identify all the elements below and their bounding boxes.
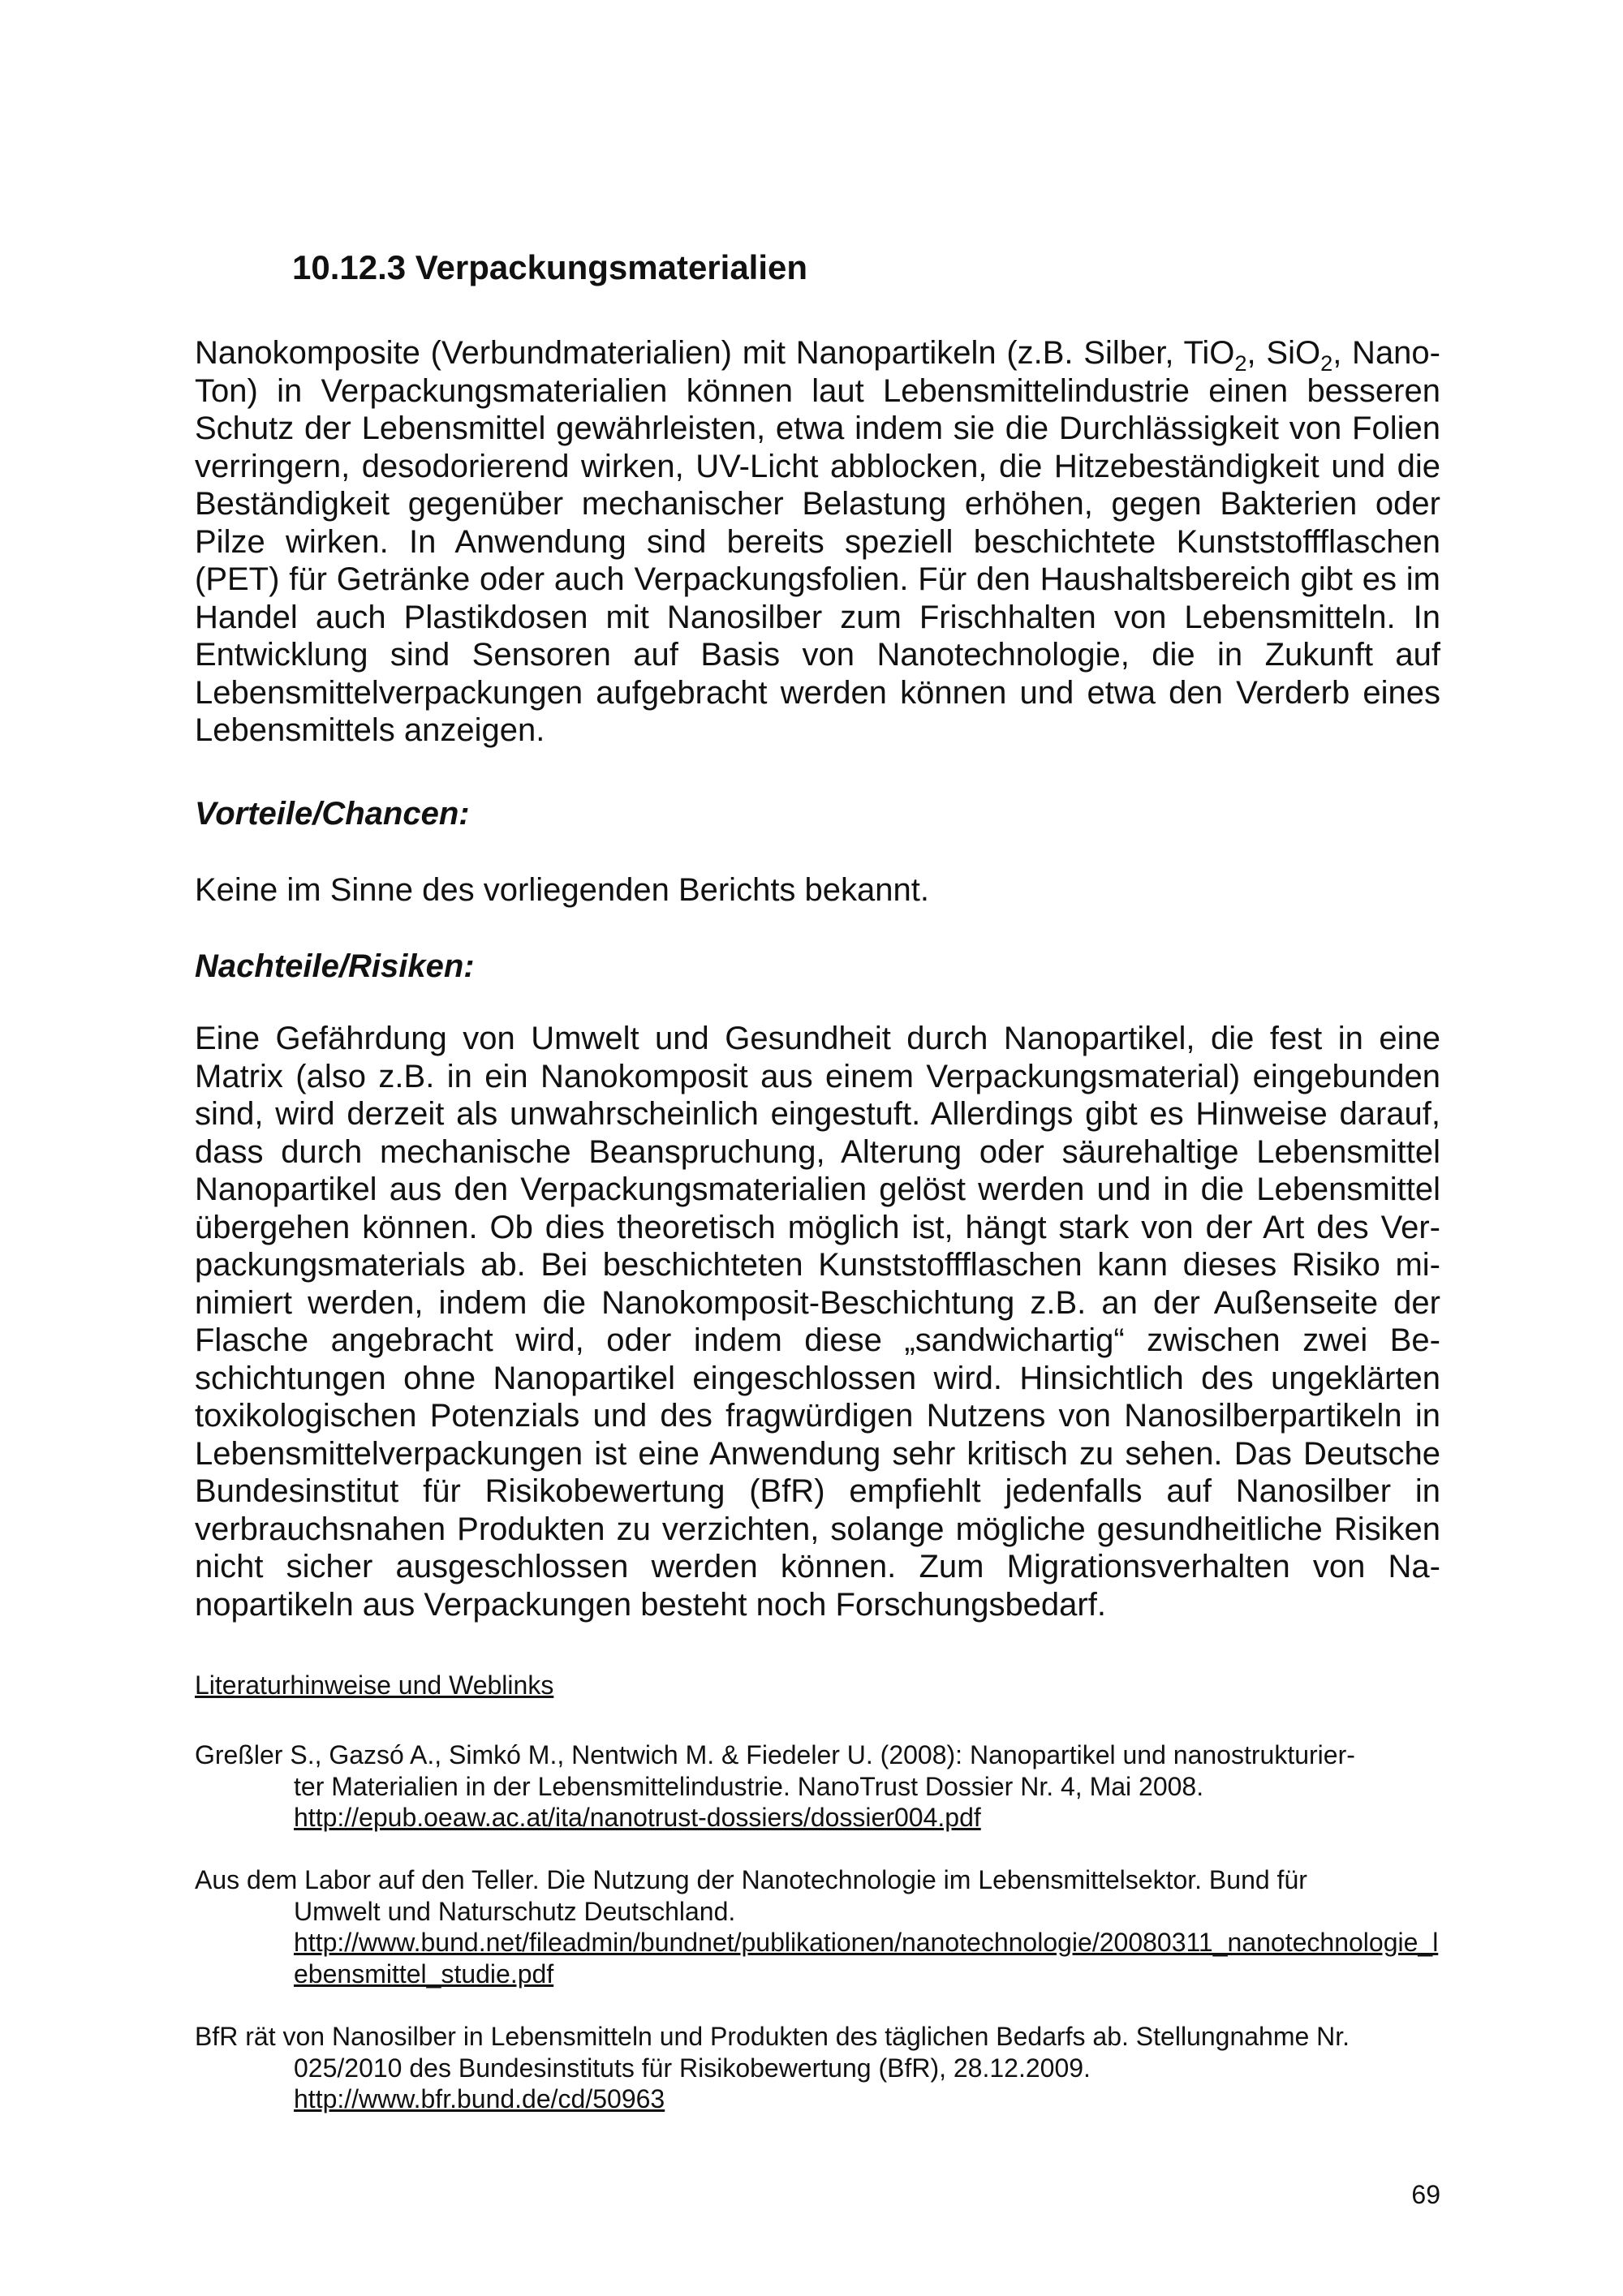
reference-item: [195, 2021, 1440, 2115]
reference-link[interactable]: http://www.bfr.bund.de/cd/50963: [294, 2084, 665, 2113]
reference-continuation: Umwelt und Naturschutz Deutschland.: [294, 1896, 736, 1926]
literature-heading: Literaturhinweise und Weblinks: [195, 1670, 554, 1700]
reference-link[interactable]: http://epub.oeaw.ac.at/ita/nanotrust-dossiers/dossier004.pdf: [294, 1803, 981, 1832]
reference-continuation: 025/2010 des Bundesinstituts für Risikobewertung (BfR), 28.12.2009.: [294, 2053, 1091, 2083]
intro-text-part-1: Nanokomposite (Verbundmaterialien) mit Nanopartikeln (z.B. Silber, TiO: [195, 335, 1235, 371]
disadvantages-heading: Nachteile/Risiken:: [195, 948, 475, 984]
reference-item: [195, 1739, 1440, 1834]
sio2-subscript: 2: [1320, 350, 1333, 376]
reference-first-line: Greßler S., Gazsó A., Simkó M., Nentwich M. & Fiedeler U. (2008): Nanopartikel und nanostrukturier-: [195, 1740, 1355, 1769]
reference-item: [195, 1864, 1440, 1989]
intro-text-part-2: , SiO: [1246, 335, 1321, 371]
intro-paragraph: [195, 334, 1440, 750]
tio2-subscript: 2: [1234, 350, 1247, 376]
disadvantages-paragraph: Eine Gefährdung von Umwelt und Gesundheit durch Nanopartikel, die fest in eine Matrix (also z.B. in ein Nanokomposit aus einem Verpackungsmaterial) eingebunden sind, wird derzeit als unwahrscheinlich eingestuft. Allerdings gibt es Hinweise darauf, dass durch mechanische Beanspruchung, Alterung oder säurehaltige Lebensmittel Nanopartikel aus den Verpackungsmaterialien gelöst werden und in die Lebensmittel übergehen können. Ob dies theoretisch möglich ist, hängt stark von der Art des Verpackungsmaterials ab. Bei beschichteten Kunststoffflaschen kann dieses Risiko minimiert werden, indem die Nanokomposit-Beschichtung z.B. an der Außenseite der Flasche angebracht wird, oder indem diese „sandwichartig“ zwischen zwei Beschichtungen ohne Nanopartikel eingeschlossen wird. Hinsichtlich des ungeklärten toxikologischen Potenzials und des fragwürdigen Nutzens von Nanosilberpartikeln in Lebensmittelverpackungen ist eine Anwendung sehr kritisch zu sehen. Das Deutsche Bundesinstitut für Risikobewertung (BfR) empfiehlt jedenfalls auf Nanosilber in verbrauchsnahen Produkten zu verzichten, solange mögliche gesundheitliche Risiken nicht sicher ausgeschlossen werden können. Zum Migrationsverhalten von Nanopartikeln aus Verpackungen besteht noch Forschungsbedarf.: [195, 1021, 1440, 1623]
reference-link[interactable]: http://www.bund.net/fileadmin/bundnet/publikationen/nanotechnologie/20080311_nanotechnologie_lebensmittel_studie.pdf: [294, 1928, 1439, 1989]
reference-continuation: ter Materialien in der Lebensmittelindustrie. NanoTrust Dossier Nr. 4, Mai 2008.: [294, 1771, 1204, 1801]
advantages-heading: Vorteile/Chancen:: [195, 796, 470, 832]
reference-first-line: BfR rät von Nanosilber in Lebensmitteln und Produkten des täglichen Bedarfs ab. Stellungnahme Nr.: [195, 2022, 1350, 2051]
intro-text-part-3: , Nano-Ton) in Verpackungsmaterialien können laut Lebensmittelindustrie einen besseren Schutz der Lebensmittel gewährleisten, etwa indem sie die Durchlässigkeit von Folien verringern, desodorierend wirken, UV-Licht abblocken, die Hitzebeständigkeit und die Beständigkeit gegenüber mechanischer Belastung erhöhen, gegen Bakterien oder Pilze wirken. In Anwendung sind bereits speziell beschichtete Kunststoffflaschen (PET) für Getränke oder auch Verpackungsfolien. Für den Haushaltsbereich gibt es im Handel auch Plastikdosen mit Nanosilber zum Frischhalten von Lebensmitteln. In Entwicklung sind Sensoren auf Basis von Nanotechnologie, die in Zukunft auf Lebensmittelverpackungen aufgebracht werden können und etwa den Verderb eines Lebensmittels anzeigen.: [195, 335, 1440, 748]
reference-first-line: Aus dem Labor auf den Teller. Die Nutzung der Nanotechnologie im Lebensmittelsektor. Bund für: [195, 1865, 1307, 1894]
section-heading: 10.12.3 Verpackungsmaterialien: [292, 248, 808, 286]
page-number: 69: [1411, 2180, 1440, 2209]
advantages-paragraph: Keine im Sinne des vorliegenden Berichts bekannt.: [195, 872, 929, 908]
